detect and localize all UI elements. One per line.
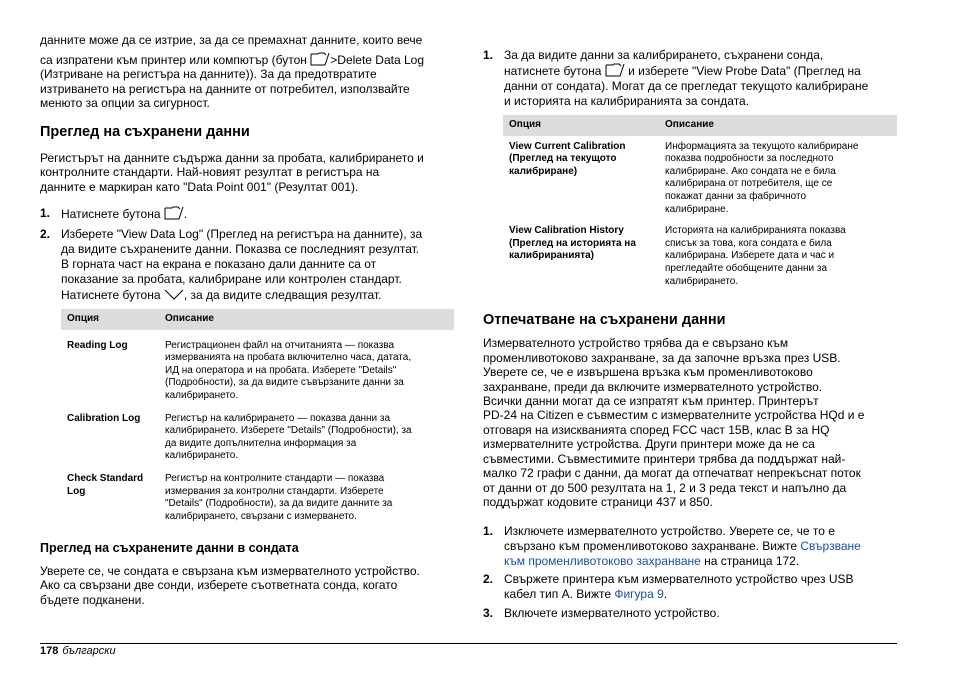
probe-data-options-table xyxy=(503,115,897,288)
print-step-3: 3. Включете измервателното устройство. xyxy=(483,606,720,620)
table-header-option: Опция xyxy=(503,115,659,136)
description-cell: Регистър на калибрирането — показва данни за калибрирането. Изберете "Details" (Подробности), за да видите допълнителна информация за калибрирането. xyxy=(165,412,412,462)
para-line: малко 72 графи с данни, да могат да отпечатват непрекъснат поток xyxy=(483,466,861,480)
intro-line-5: менюто за опции за сигурност. xyxy=(40,96,210,110)
footer-language: български xyxy=(62,645,116,657)
para-line: съвместими. Съвместимите принтери трябва да поддържат най- xyxy=(483,452,846,466)
link-power-connection-cont[interactable]: към променливотоково захранване xyxy=(504,554,701,568)
intro-line-4: изтриването на регистъра на данните от потребител, използвайте xyxy=(40,82,410,96)
table-header-row xyxy=(503,115,897,136)
para-line: отговаря на изискванията според FCC част 15B, клас B за HQ xyxy=(483,423,830,437)
intro-line-1: данните може да се изтрие, за да се премахнат данните, които вече xyxy=(40,33,423,47)
edit-button-icon xyxy=(310,52,330,66)
link-figure-9[interactable]: Фигура 9 xyxy=(614,587,664,601)
para-line: Измервателното устройство трябва да е свързано към xyxy=(483,336,789,350)
table-header-description: Описание xyxy=(659,115,897,136)
option-cell: Check Standard Log xyxy=(67,472,144,497)
para-line: измервателните устройства. Други принтери може да не са xyxy=(483,437,815,451)
table-row xyxy=(61,403,454,463)
para-line: Всички данни могат да се изпратят към принтер. Принтерът xyxy=(483,394,819,408)
intro-line-2: са изпратени към принтер или компютър (бутон >Delete Data Log xyxy=(40,53,424,67)
para-line: от данни от до 500 резултата на 1, 2 и 3 реда текст и напълно да xyxy=(483,481,847,495)
section-title-probe-data: Преглед на съхранените данни в сондата xyxy=(40,541,299,555)
section-title-stored-data: Преглед на съхранени данни xyxy=(40,124,250,140)
page-footer xyxy=(40,644,116,658)
description-cell: Историята на калибриранията показва списък за това, кога сондата е била калибрирана. Изберете дата и час и прегледайте обобщените данни за калибрирането. xyxy=(665,225,846,287)
para-line: бъдете подканени. xyxy=(40,593,145,607)
description-cell: Информацията за текущото калибриране показва подробности за последното калибриране. Ако сондата не е била калибрирана от потребителя, ще се покажат данни за фабричното калибриране. xyxy=(665,140,859,215)
page-number: 178 xyxy=(40,645,59,657)
option-cell: Reading Log xyxy=(67,339,128,351)
option-cell: View Calibration History (Преглед на историята на калибриранията) xyxy=(509,225,636,262)
para-line: Регистърът на данните съдържа данни за пробата, калибрирането и xyxy=(40,151,424,165)
table-row xyxy=(61,330,454,403)
table-row xyxy=(61,463,454,523)
table-header-option: Опция xyxy=(61,309,159,330)
table-header-row xyxy=(61,309,454,330)
para-line: Уверете се, че е извършена връзка към променливотоково xyxy=(483,365,813,379)
print-step-2: 2. Свържете принтера към измервателното устройство чрез USB кабел тип A. Вижте Фигура 9. xyxy=(483,572,854,601)
para-line: поддържат кодовите страници 437 и 850. xyxy=(483,495,713,509)
para-line: захранване, преди да включите измервателното устройство. xyxy=(483,380,823,394)
footer-rule xyxy=(40,643,897,644)
edit-button-icon xyxy=(164,206,184,220)
option-cell: Calibration Log xyxy=(67,412,141,424)
para-line: Ако са свързани две сонди, изберете съответната сонда, когато xyxy=(40,578,398,592)
table-row xyxy=(503,136,897,217)
intro-line-3: (Изтриване на регистъра на данните)). За да предотвратите xyxy=(40,67,377,81)
description-cell: Регистрационен файл на отчитанията — показва измерванията на пробата включително часа, датата, ИД на оператора и на пробата. Изберете "Details" (Подробности), за да видите съвързаните данни за калибрирането. xyxy=(165,339,412,401)
para-line: данните е маркиран като "Data Point 001" (Резултат 001). xyxy=(40,180,359,194)
section-title-print-data: Отпечатване на съхранени данни xyxy=(483,312,726,328)
probe-step-1: 1. За да видите данни за калибрирането, съхранени сонда, натиснете бутона и изберете "View Probe Data" (Преглед на данни от сондата). Могат да се прегледат текущото калибриране и историята на калибриранията за сондата. xyxy=(483,48,869,108)
print-step-1: 1. Изключете измервателното устройство. Уверете се, че то е свързано към променливотоково захранване. Вижте Свързване към променливотоково захранване на страница 172. xyxy=(483,524,861,568)
para-line: контролните стандарти. Най-новият резултат в регистъра на xyxy=(40,165,380,179)
step-1: 1. Натиснете бутона . xyxy=(40,206,188,221)
step-2: 2. Изберете "View Data Log" (Преглед на регистъра на данните), за да видите съхранените данни. Показва се последният резултат. В горната част на екрана е показано дали данните са от показание за пробата, калибриране или контролен стандарт. Натиснете бутона , за да видите следващия резултат. xyxy=(40,227,423,302)
down-arrow-button-icon xyxy=(164,287,184,301)
table-header-description: Описание xyxy=(159,309,454,330)
edit-button-icon xyxy=(605,63,625,77)
table-row xyxy=(503,216,897,288)
link-power-connection[interactable]: Свързване xyxy=(800,539,861,553)
para-line: Уверете се, че сондата е свързана към измервателното устройство. xyxy=(40,564,420,578)
description-cell: Регистър на контролните стандарти — показва измервания за контролни стандарти. Изберете "Details" (Подробности), за да видите данните за калибрирането, свързани с измерването. xyxy=(165,472,393,522)
option-cell: View Current Calibration (Преглед на текущото калибриране) xyxy=(509,140,626,177)
para-line: PD-24 на Citizen е съвместим с измервателните устройства HQd и е xyxy=(483,408,865,422)
para-line: променливотоково захранване, за да започне връзка през USB. xyxy=(483,351,841,365)
data-log-options-table xyxy=(61,309,454,523)
